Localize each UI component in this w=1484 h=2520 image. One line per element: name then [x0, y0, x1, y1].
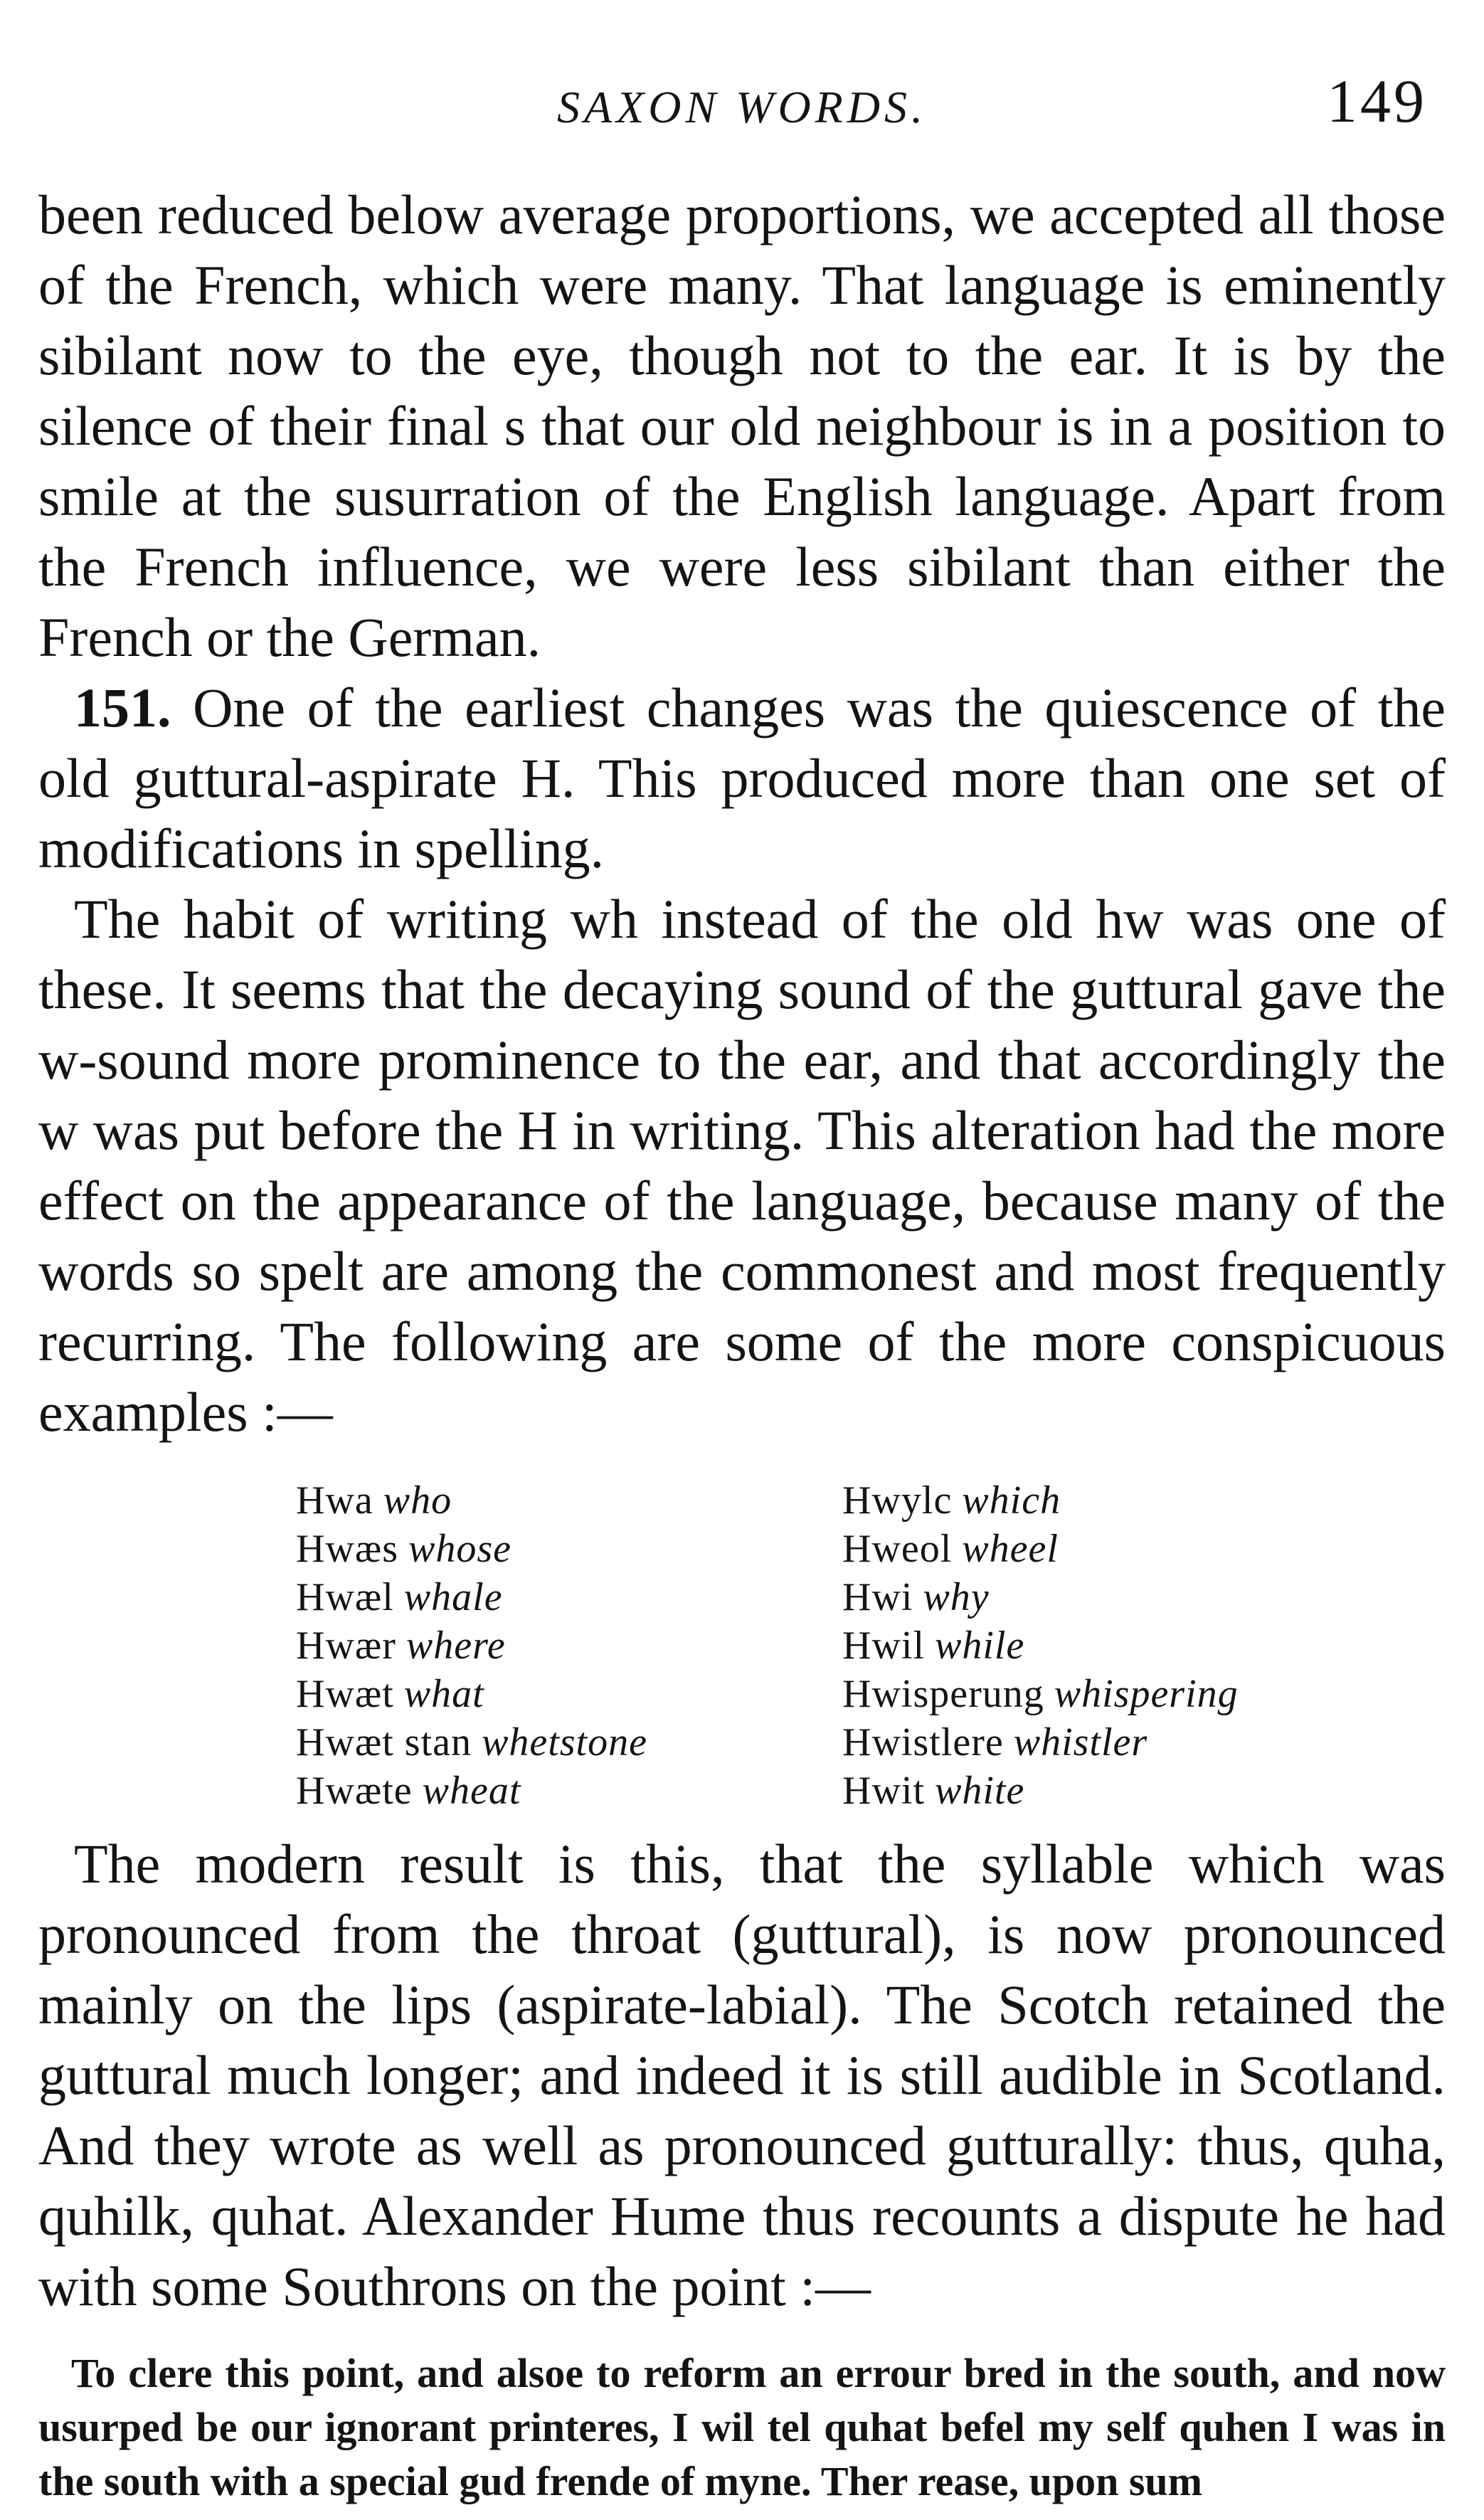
old-form: Hweol — [842, 1527, 953, 1571]
example-row — [296, 1621, 879, 1670]
paragraph-4-block — [38, 1828, 1446, 2322]
old-form: Hwil — [842, 1624, 925, 1668]
modern-form: whistler — [1013, 1720, 1148, 1764]
running-title: SAXON WORDS. — [557, 82, 927, 132]
old-form: Hwæt — [296, 1672, 394, 1716]
example-row — [296, 1525, 879, 1573]
paragraph-2 — [38, 672, 1446, 884]
modern-form: whispering — [1054, 1672, 1239, 1716]
modern-form: who — [383, 1478, 452, 1523]
examples-right-column — [842, 1476, 1426, 1815]
example-row — [842, 1573, 1426, 1621]
modern-form: whose — [408, 1527, 512, 1571]
old-form: Hwisperung — [842, 1672, 1044, 1716]
old-form: Hwæs — [296, 1527, 399, 1571]
section-number: 151. — [74, 677, 171, 738]
old-form: Hwylc — [842, 1478, 953, 1523]
examples-left-column — [296, 1476, 879, 1815]
old-form: Hwæt stan — [296, 1720, 472, 1764]
modern-form: wheat — [422, 1769, 521, 1813]
paragraph-3-block — [38, 884, 1446, 1447]
example-row — [296, 1718, 879, 1767]
example-row — [296, 1670, 879, 1718]
paragraph-1: been reduced below average proportions, we accepted all those of the French, which were many. That language is eminently sibilant now to the eye, though not to the ear. It is by the silence of their final s that our old neighbour is in a position to smile at the susurration of the English language. Apart from the French influence, we were less sibilant than either the French or the German. — [38, 184, 1446, 668]
modern-form: where — [406, 1624, 506, 1668]
paragraph-2-text: One of the earliest changes was the quiescence of the old guttural-aspirate H. This produced more than one set of modifications in spelling. — [38, 677, 1446, 879]
paragraph-continuation — [38, 179, 1446, 672]
example-row — [842, 1476, 1426, 1525]
example-row — [296, 1573, 879, 1621]
section-151 — [38, 672, 1446, 884]
old-form: Hwi — [842, 1575, 913, 1619]
example-row — [842, 1718, 1426, 1767]
block-quote — [38, 2346, 1446, 2509]
paragraph-3: The habit of writing wh instead of the old hw was one of these. It seems that the decaying sound of the guttural gave the w-sound more prominence to the ear, and that accordingly the w was put before the H in writing. This alteration had the more effect on the appearance of the language, because many of the words so spelt are among the commonest and most frequently recurring. The following are some of the more conspicuous examples :— — [38, 888, 1446, 1443]
examples-table — [0, 1476, 1484, 1839]
modern-form: white — [935, 1769, 1025, 1813]
running-head — [0, 65, 1484, 151]
modern-form: wheel — [962, 1527, 1059, 1571]
example-row — [842, 1621, 1426, 1670]
modern-form: why — [923, 1575, 990, 1619]
old-form: Hwæte — [296, 1769, 413, 1813]
quote-text: To clere this point, and alsoe to reform an errour bred in the south, and now usurped be our ignorant printeres, I wil tel quhat befel my self quhen I was in the south with a special gud frende of myne. Ther rease, upon sum — [38, 2350, 1446, 2504]
modern-form: which — [962, 1478, 1061, 1523]
modern-form: whetstone — [482, 1720, 647, 1764]
modern-form: what — [403, 1672, 484, 1716]
example-row — [842, 1670, 1426, 1718]
old-form: Hwær — [296, 1624, 396, 1668]
example-row — [296, 1476, 879, 1525]
old-form: Hwit — [842, 1769, 925, 1813]
example-row — [296, 1767, 879, 1815]
old-form: Hwa — [296, 1478, 373, 1523]
modern-form: while — [935, 1624, 1025, 1668]
page-number: 149 — [1327, 67, 1427, 135]
paragraph-4: The modern result is this, that the syllable which was pronounced from the throat (guttural), is now pronounced mainly on the lips (aspirate-labial). The Scotch retained the guttural much longer; and indeed it is still audible in Scotland. And they wrote as well as pronounced gutturally: thus, quha, quhilk, quhat. Alexander Hume thus recounts a dispute he had with some Southrons on the point :— — [38, 1833, 1446, 2317]
old-form: Hwæl — [296, 1575, 394, 1619]
example-row — [842, 1525, 1426, 1573]
old-form: Hwistlere — [842, 1720, 1004, 1764]
example-row — [842, 1767, 1426, 1815]
modern-form: whale — [403, 1575, 503, 1619]
